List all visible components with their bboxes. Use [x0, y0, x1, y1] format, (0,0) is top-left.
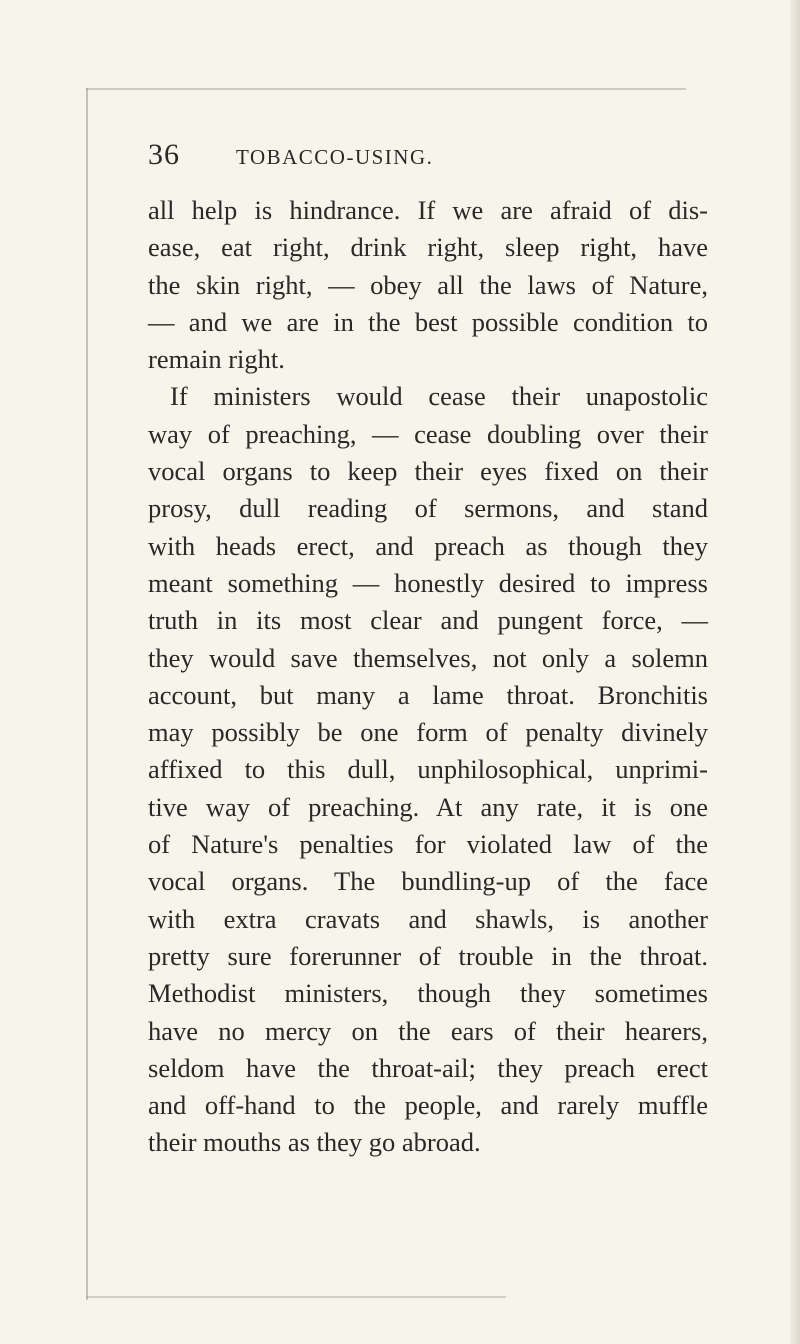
body-text — [148, 192, 708, 1162]
text-line: with heads erect, and preach as though they — [148, 530, 708, 561]
text-line: and off-hand to the people, and rarely muffle — [148, 1090, 708, 1121]
text-line: vocal organs. The bundling-up of the face — [148, 866, 708, 897]
text-line: Methodist ministers, though they sometimes — [148, 978, 708, 1009]
text-line: tive way of preaching. At any rate, it is one — [148, 791, 708, 822]
text-line: truth in its most clear and pungent force, — — [148, 605, 708, 636]
text-line: the skin right, — obey all the laws of Nature, — [148, 269, 708, 300]
text-line: way of preaching, — cease doubling over their — [148, 418, 708, 449]
page-frame-top-rule — [86, 88, 686, 90]
text-line: vocal organs to keep their eyes fixed on their — [148, 456, 708, 487]
text-line: ease, eat right, drink right, sleep right, have — [148, 232, 708, 263]
page-frame-left-rule — [86, 88, 88, 1300]
text-line: meant something — honestly desired to impress — [148, 567, 708, 598]
text-line: affixed to this dull, unphilosophical, unprimi- — [148, 754, 708, 785]
text-line: have no mercy on the ears of their hearers, — [148, 1015, 708, 1046]
text-line: seldom have the throat-ail; they preach erect — [148, 1052, 708, 1083]
text-line: remain right. — [148, 344, 285, 375]
text-line: with extra cravats and shawls, is another — [148, 903, 708, 934]
text-line: pretty sure forerunner of trouble in the throat. — [148, 940, 708, 971]
text-line: prosy, dull reading of sermons, and stand — [148, 493, 708, 524]
text-line: all help is hindrance. If we are afraid of dis- — [148, 195, 708, 225]
text-line: account, but many a lame throat. Bronchitis — [148, 679, 708, 710]
text-line: — and we are in the best possible condition to — [148, 306, 708, 337]
text-line: they would save themselves, not only a solemn — [148, 642, 708, 673]
page-frame-bottom-rule — [86, 1296, 506, 1298]
text-line: their mouths as they go abroad. — [148, 1127, 481, 1158]
running-head: TOBACCO-USING. — [236, 145, 434, 169]
text-line: of Nature's penalties for violated law of the — [148, 829, 708, 860]
page-right-edge — [790, 0, 800, 1344]
page-number: 36 — [148, 138, 180, 171]
text-line: If ministers would cease their unapostolic — [170, 381, 708, 412]
text-line: may possibly be one form of penalty divinely — [148, 717, 708, 748]
